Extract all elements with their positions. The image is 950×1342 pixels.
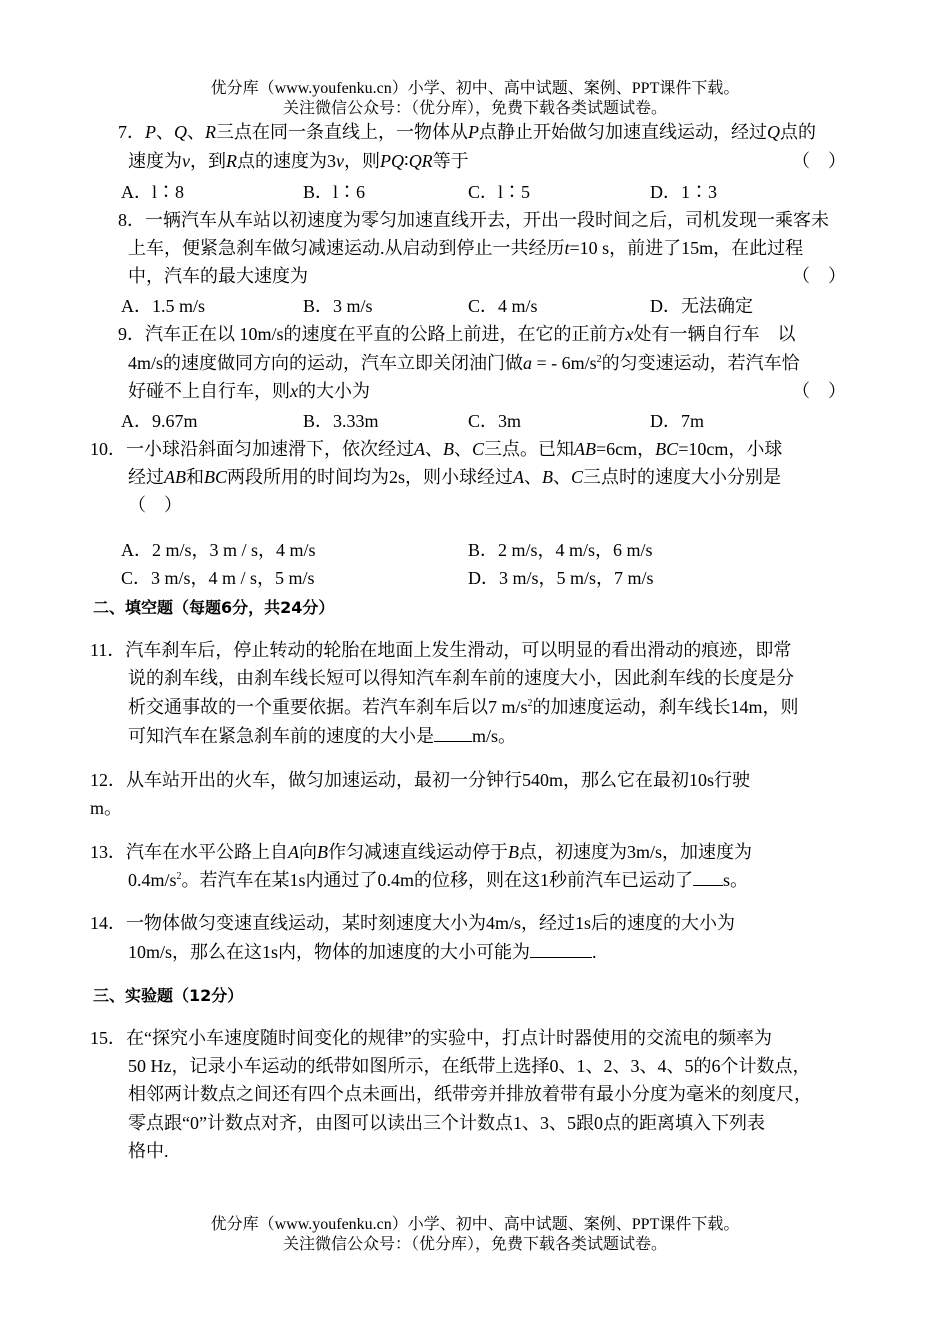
q7-answer-bracket: （ ） [792, 151, 846, 171]
q13-line-1: 13．汽车在水平公路上自A向B作匀减速直线运动停于B点，初速度为3m/s，加速度为 [90, 842, 753, 862]
q9-line-3: 好碰不上自行车，则x的大小为 [128, 381, 370, 401]
q9-option-c: C．3m [468, 411, 522, 431]
q10-option-c: C．3 m/s，4 m / s，5 m/s [121, 568, 315, 588]
q8-line-3: 中，汽车的最大速度为 [128, 266, 308, 286]
q9-line-1: 9．汽车正在以 10m/s的速度在平直的公路上前进，在它的正前方x处有一辆自行车 以 [118, 324, 796, 344]
q8-option-d: D．无法确定 [650, 296, 753, 316]
q10-option-d: D．3 m/s，5 m/s，7 m/s [468, 568, 654, 588]
q10-answer-bracket: （ ） [128, 495, 182, 515]
q7-option-a: A．l∶8 [121, 182, 184, 202]
q9-answer-bracket: （ ） [792, 381, 846, 401]
q7-option-c: C．l∶5 [468, 182, 531, 202]
q7-option-b: B．l∶6 [303, 182, 366, 202]
q11-line-2: 说的刹车线，由刹车线长短可以得知汽车刹车前的速度大小，因此刹车线的长度是分 [128, 668, 794, 688]
q13-line-2: $0.4m/s^2$。若汽车在某1s内通过了0.4m的位移，则在这1秒前汽车已运动了 s。 [128, 870, 749, 890]
q8-line-2: 上车，便紧急刹车做匀减速运动.从启动到停止一共经历t=10 s，前进了15m，在此过程 [128, 238, 804, 258]
q8-option-c: C．4 m/s [468, 296, 538, 316]
q14-line-2: 10m/s，那么在这1s内，物体的加速度的大小可能为 . [128, 942, 597, 962]
q8-option-a: A．1.5 m/s [121, 296, 206, 316]
q11-line-4: 可知汽车在紧急刹车前的速度的大小是 m/s。 [128, 726, 517, 746]
q7-line-1: 7．P、Q、R三点在同一条直线上，一物体从P点静止开始做匀加速直线运动，经过Q点的 [118, 122, 816, 142]
page-header [0, 79, 950, 119]
q10-line-1: 10．一小球沿斜面匀加速滑下，依次经过A、B、C三点。已知AB=6cm，BC=10cm，小球 [90, 439, 783, 459]
footer-line-1: 优分库（www.youfenku.cn）小学、初中、高中试题、案例、PPT课件下载。 [210, 1216, 740, 1233]
section-3-heading: 三、实验题（12分） [93, 986, 244, 1005]
q10-option-b: B．2 m/s，4 m/s，6 m/s [468, 540, 653, 560]
q13-answer-blank[interactable] [693, 869, 723, 886]
q12-line-1: 12．从车站开出的火车，做匀加速运动，最初一分钟行540m，那么它在最初10s行驶 [90, 770, 751, 790]
q7-option-d: D．1∶3 [650, 182, 717, 202]
q11-line-3: 析交通事故的一个重要依据。若汽车刹车后以7 $m/s^2$的加速度运动，刹车线长14m，则 [128, 697, 799, 717]
q15-line-1: 15．在“探究小车速度随时间变化的规律”的实验中，打点计时器使用的交流电的频率为 [90, 1028, 772, 1048]
header-line-1: 优分库（www.youfenku.cn）小学、初中、高中试题、案例、PPT课件下载。 [210, 80, 740, 97]
q10-option-a: A．2 m/s，3 m / s，4 m/s [121, 540, 316, 560]
q15-line-3: 相邻两计数点之间还有四个点未画出，纸带旁并排放着带有最小分度为毫米的刻度尺， [128, 1084, 812, 1104]
q14-line-1: 14．一物体做匀变速直线运动，某时刻速度大小为4m/s，经过1s后的速度的大小为 [90, 913, 736, 933]
q9-option-a: A．9.67m [121, 411, 198, 431]
q8-line-1: 8．一辆汽车从车站以初速度为零匀加速直线开去，开出一段时间之后，司机发现一乘客未 [118, 210, 829, 230]
q7-line-2: 速度为v，到R点的速度为3v，则PQ∶QR等于 [128, 151, 469, 171]
q9-option-b: B．3.33m [303, 411, 379, 431]
q15-line-5: 格中. [128, 1141, 169, 1161]
q11-answer-blank[interactable] [434, 725, 472, 742]
section-2-heading: 二、填空题（每题6分，共24分） [93, 598, 335, 617]
header-line-2: 关注微信公众号：（优分库），免费下载各类试题试卷。 [282, 100, 667, 117]
q15-line-2: 50 Hz，记录小车运动的纸带如图所示，在纸带上选择0、1、2、3、4、5的6个计数点， [128, 1056, 811, 1076]
q9-line-2: 4m/s的速度做同方向的运动，汽车立即关闭油门做a = - $6m/s^2$的匀变速运动，若汽车恰 [128, 353, 800, 373]
page-footer [0, 1215, 950, 1255]
q15-line-4: 零点跟“0”计数点对齐，由图可以读出三个计数点1、3、5跟0点的距离填入下列表 [128, 1113, 765, 1133]
q9-option-d: D．7m [650, 411, 704, 431]
q8-option-b: B．3 m/s [303, 296, 373, 316]
q11-line-1: 11．汽车刹车后，停止转动的轮胎在地面上发生滑动，可以明显的看出滑动的痕迹，即常 [90, 640, 792, 660]
q14-answer-blank[interactable] [530, 941, 592, 958]
footer-line-2: 关注微信公众号：（优分库），免费下载各类试题试卷。 [282, 1236, 667, 1253]
q12-line-2: m。 [90, 798, 123, 818]
q10-line-2: 经过AB和BC两段所用的时间均为2s，则小球经过A、B、C三点时的速度大小分别是 [128, 467, 782, 487]
q8-answer-bracket: （ ） [792, 266, 846, 286]
